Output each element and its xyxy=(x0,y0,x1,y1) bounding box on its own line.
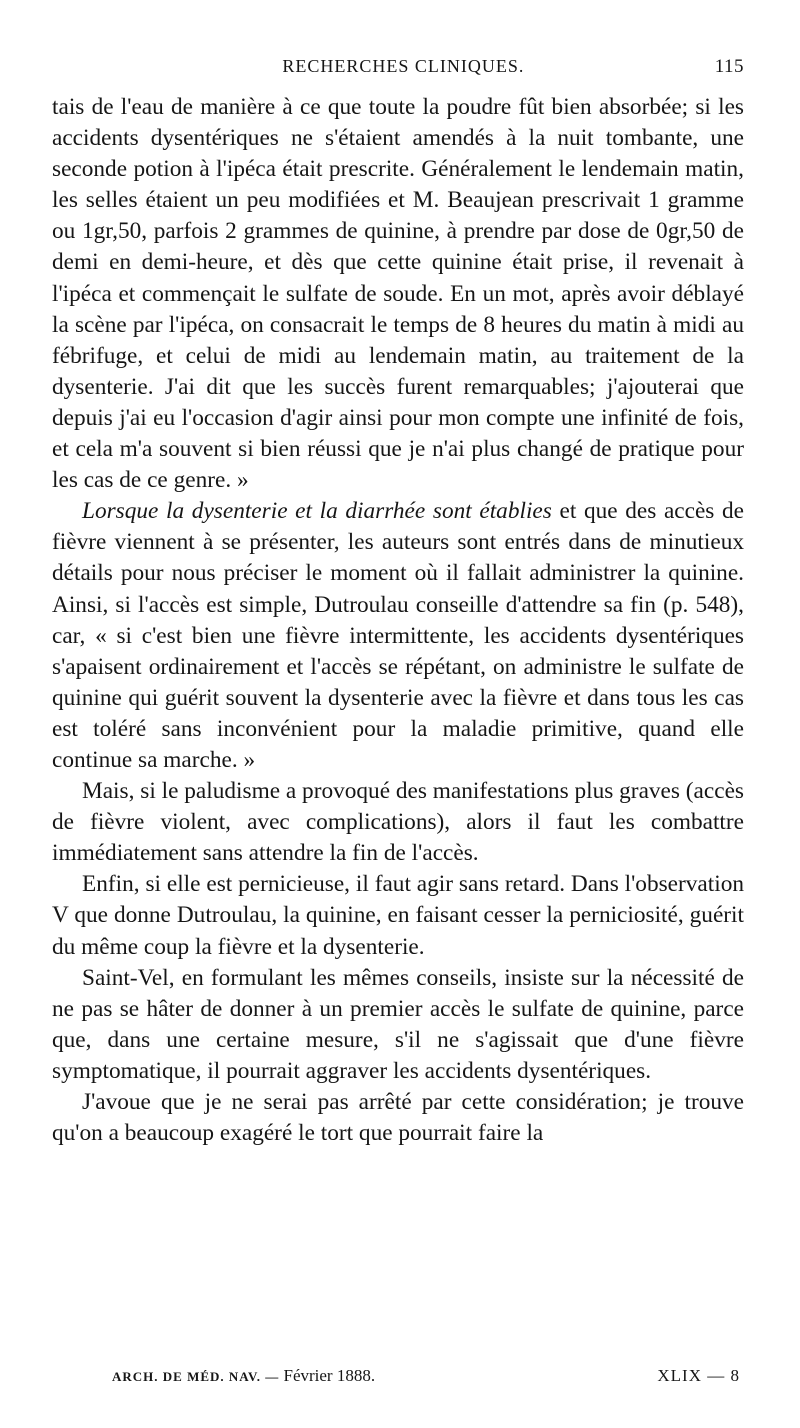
page-footer xyxy=(112,1366,740,1386)
italic-lead: Lorsque la dysenterie et la diarrhée sont établies xyxy=(82,498,552,525)
page-number: 115 xyxy=(714,56,744,77)
paragraph-3: Mais, si le paludisme a provoqué des manifestations plus graves (accès de fièvre violent, avec complications), alors il faut les combattre immédiatement sans attendre la fin de l'accès. xyxy=(52,778,744,867)
journal-reference xyxy=(112,1366,375,1386)
journal-name: ARCH. DE MÉD. NAV. — xyxy=(112,1369,280,1384)
paragraph-5: Saint-Vel, en formulant les mêmes conseils, insiste sur la nécessité de ne pas se hâter de donner à un premier accès le sulfate de quinine, parce que, dans une certaine mesure, s'il ne s'agissait que d'une fièvre symptomatique, il pourrait aggraver les accidents dysentériques. xyxy=(52,964,744,1084)
paragraph-4: Enfin, si elle est pernicieuse, il faut agir sans retard. Dans l'observation V que donne Dutroulau, la quinine, en faisant cesser la perniciosité, guérit du même coup la fièvre et la dysenterie. xyxy=(52,871,744,960)
paragraph-2-text: et que des accès de fièvre viennent à se présenter, les auteurs sont entrés dans de minutieux détails pour nous préciser le moment où il fallait administrer la quinine. Ainsi, si l'accès est simple, Dutroulau conseille d'attendre sa fin (p. 548), car, « si c'est bien une fièvre intermittente, les accidents dysentériques s'apaisent ordinairement et l'accès se répétant, on administre le sulfate de quinine qui guérit souvent la dysenterie avec la fièvre et dans tous les cas est toléré sans inconvénient pour la maladie primitive, quand elle continue sa marche. » xyxy=(52,498,745,773)
running-header xyxy=(52,56,744,86)
paragraph-1: tais de l'eau de manière à ce que toute la poudre fût bien absorbée; si les accidents dysentériques ne s'étaient amendés à la nuit tombante, une seconde potion à l'ipéca était prescrite. Généralement le lendemain matin, les selles étaient un peu modifiées et M. Beaujean prescrivait 1 gramme ou 1gr,50, parfois 2 grammes de quinine, à prendre par dose de 0gr,50 de demi en demi-heure, et dès que cette quinine était prise, il revenait à l'ipéca et commençait le sulfate de soude. En un mot, après avoir déblayé la scène par l'ipéca, on consacrait le temps de 8 heures du matin à midi au fébrifuge, et celui de midi au lendemain matin, au traitement de la dysenterie. J'ai dit que les succès furent remarquables; j'ajouterai que depuis j'ai eu l'occasion d'agir ainsi pour mon compte une infinité de fois, et cela m'a souvent si bien réussi que je n'ai plus changé de pratique pour les cas de ce genre. » xyxy=(52,94,744,494)
issue-date: Février 1888. xyxy=(283,1366,376,1385)
body-text xyxy=(52,92,744,1149)
paragraph-2 xyxy=(52,496,744,776)
running-title: RECHERCHES CLINIQUES. xyxy=(282,56,525,76)
signature-mark: XLIX — 8 xyxy=(657,1366,740,1385)
paragraph-6: J'avoue que je ne serai pas arrêté par cette considération; je trouve qu'on a beaucoup exagéré le tort que pourrait faire la xyxy=(52,1089,744,1147)
